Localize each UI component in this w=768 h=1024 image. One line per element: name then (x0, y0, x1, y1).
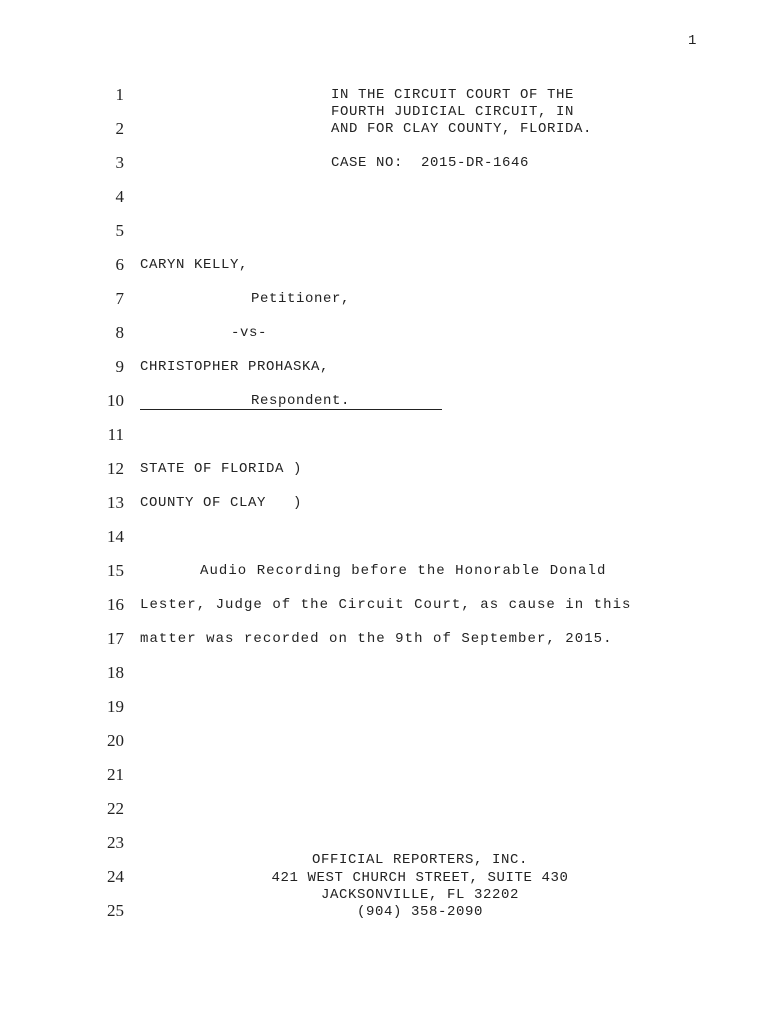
line-number: 16 (107, 595, 124, 614)
reporter-phone: (904) 358-2090 (356, 904, 484, 920)
reporter-name: OFFICIAL REPORTERS, INC. (311, 852, 529, 868)
reporter-address: 421 WEST CHURCH STREET, SUITE 430 (271, 870, 569, 886)
line-number: 15 (107, 561, 124, 580)
court-name-line-1: IN THE CIRCUIT COURT OF THE (331, 87, 575, 103)
line-number: 2 (115, 119, 124, 138)
line-number: 25 (107, 901, 124, 920)
caption-rule (140, 409, 442, 410)
line-number: 24 (107, 867, 124, 886)
body-line-15: Audio Recording before the Honorable Donald (200, 563, 607, 579)
line-number: 7 (115, 289, 124, 308)
petitioner-name: CARYN KELLY, (140, 257, 249, 273)
line-number: 5 (115, 221, 124, 240)
body-line-17: matter was recorded on the 9th of September, 2015. (140, 631, 613, 647)
line-number: 8 (115, 323, 124, 342)
line-number: 12 (107, 459, 124, 478)
line-number: 18 (107, 663, 124, 682)
line-number: 17 (107, 629, 124, 648)
court-name-line-3: AND FOR CLAY COUNTY, FLORIDA. (331, 121, 593, 137)
line-number: 10 (107, 391, 124, 410)
line-number: 1 (115, 85, 124, 104)
respondent-role: Respondent. (251, 393, 351, 409)
versus-label: -vs- (231, 325, 268, 341)
line-number: 4 (115, 187, 124, 206)
venue-state: STATE OF FLORIDA ) (140, 461, 303, 477)
line-number: 21 (107, 765, 124, 784)
line-number: 22 (107, 799, 124, 818)
reporter-city: JACKSONVILLE, FL 32202 (320, 887, 520, 903)
line-number: 6 (115, 255, 124, 274)
page-number: 1 (688, 33, 697, 49)
line-number: 23 (107, 833, 124, 852)
case-number: CASE NO: 2015-DR-1646 (331, 155, 530, 171)
venue-county: COUNTY OF CLAY ) (140, 495, 303, 511)
line-number: 9 (115, 357, 124, 376)
line-number: 11 (107, 425, 124, 444)
line-number: 3 (115, 153, 124, 172)
line-number: 19 (107, 697, 124, 716)
court-name-line-2: FOURTH JUDICIAL CIRCUIT, IN (331, 104, 575, 120)
body-line-16: Lester, Judge of the Circuit Court, as cause in this (140, 597, 632, 613)
petitioner-role: Petitioner, (251, 291, 351, 307)
line-number: 14 (107, 527, 124, 546)
respondent-name: CHRISTOPHER PROHASKA, (140, 359, 330, 375)
line-number: 20 (107, 731, 124, 750)
line-number: 13 (107, 493, 124, 512)
